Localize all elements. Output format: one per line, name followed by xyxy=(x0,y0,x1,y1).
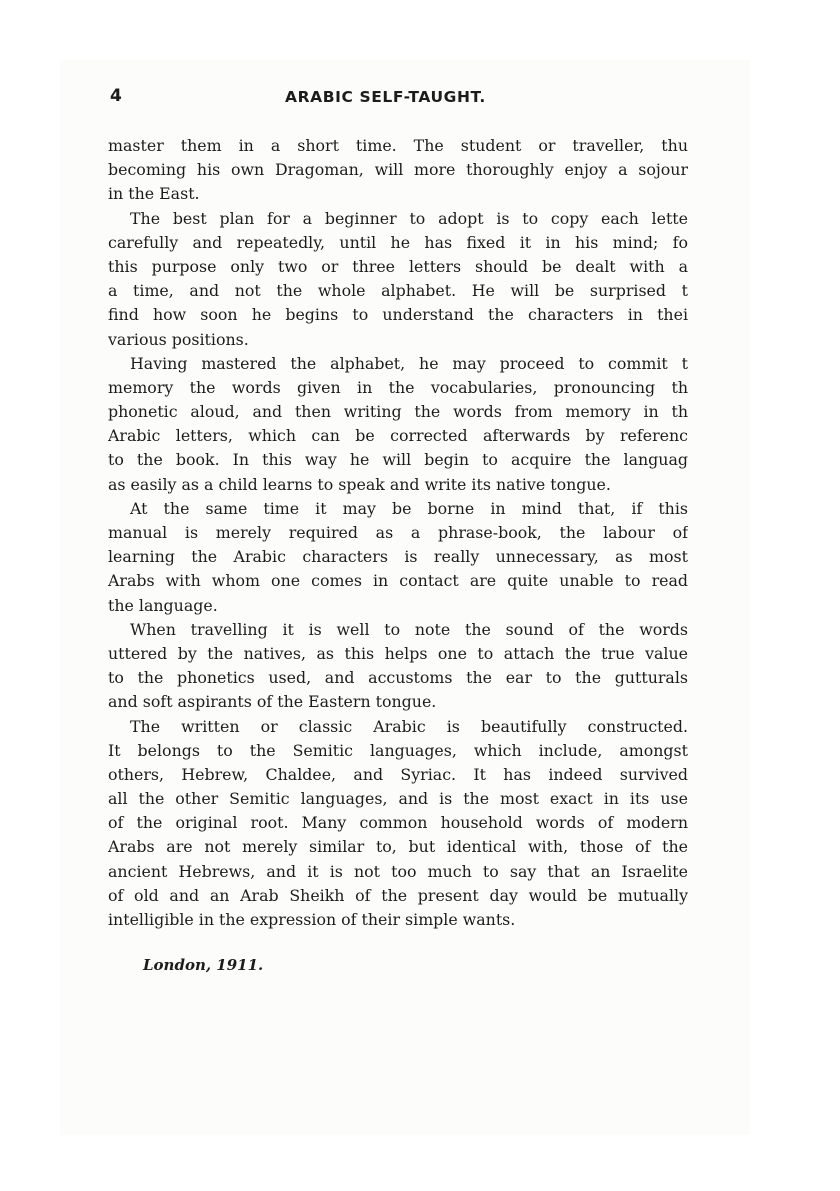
text-line: manual is merely required as a phrase-book, the labour of xyxy=(108,523,688,542)
running-title: ARABIC SELF-TAUGHT. xyxy=(285,88,486,106)
text-line: of the original root. Many common household words of modern xyxy=(108,813,688,833)
text-line: all the other Semitic languages, and is the most exact in its use xyxy=(108,789,688,809)
text-line: The written or classic Arabic is beautifully constructed. xyxy=(130,716,688,736)
text-line: carefully and repeatedly, until he has fixed it in his mind; fo xyxy=(108,232,688,252)
page-number: 4 xyxy=(110,86,122,106)
text-line: of old and an Arab Sheikh of the present day would be mutually xyxy=(108,885,688,905)
text-line: learning the Arabic characters is really unnecessary, as most xyxy=(108,547,688,567)
text-line: master them in a short time. The student or traveller, thu xyxy=(108,136,688,155)
text-line: Arabs with whom one comes in contact are quite unable to read xyxy=(108,571,688,591)
text-line: to the phonetics used, and accustoms the ear to the gutturals xyxy=(108,668,688,688)
running-head xyxy=(110,86,690,112)
text-line: in the East. xyxy=(108,184,200,204)
text-line: find how soon he begins to understand the characters in thei xyxy=(108,305,688,325)
text-line: and soft aspirants of the Eastern tongue. xyxy=(108,692,437,712)
text-line: Having mastered the alphabet, he may proceed to commit t xyxy=(130,353,688,373)
dateline: London, 1911. xyxy=(143,956,264,974)
text-line: to the book. In this way he will begin to acquire the languag xyxy=(108,450,688,470)
text-line: as easily as a child learns to speak and write its native tongue. xyxy=(108,474,611,494)
text-line: At the same time it may be borne in mind that, if this xyxy=(130,498,688,518)
text-line: ancient Hebrews, and it is not too much to say that an Israelite xyxy=(108,861,688,881)
text-line: Arabs are not merely similar to, but identical with, those of the xyxy=(108,837,688,857)
text-line: memory the words given in the vocabularies, pronouncing th xyxy=(108,377,688,397)
text-line: various positions. xyxy=(108,329,249,349)
text-line: intelligible in the expression of their simple wants. xyxy=(108,910,516,929)
text-line: others, Hebrew, Chaldee, and Syriac. It has indeed survived xyxy=(108,764,688,784)
text-line: uttered by the natives, as this helps one to attach the true value xyxy=(108,643,688,663)
body-text xyxy=(108,134,688,932)
text-line: When travelling it is well to note the sound of the words xyxy=(130,619,688,639)
text-line: Arabic letters, which can be corrected afterwards by referenc xyxy=(108,426,688,446)
text-line: The best plan for a beginner to adopt is to copy each lette xyxy=(130,208,688,228)
text-line: phonetic aloud, and then writing the words from memory in th xyxy=(108,402,688,422)
text-line: It belongs to the Semitic languages, which include, amongst xyxy=(108,740,688,760)
text-line: this purpose only two or three letters should be dealt with a xyxy=(108,256,688,276)
text-line: the language. xyxy=(108,595,218,615)
text-line: becoming his own Dragoman, will more thoroughly enjoy a sojour xyxy=(108,160,688,180)
text-line: a time, and not the whole alphabet. He will be surprised t xyxy=(108,281,688,301)
